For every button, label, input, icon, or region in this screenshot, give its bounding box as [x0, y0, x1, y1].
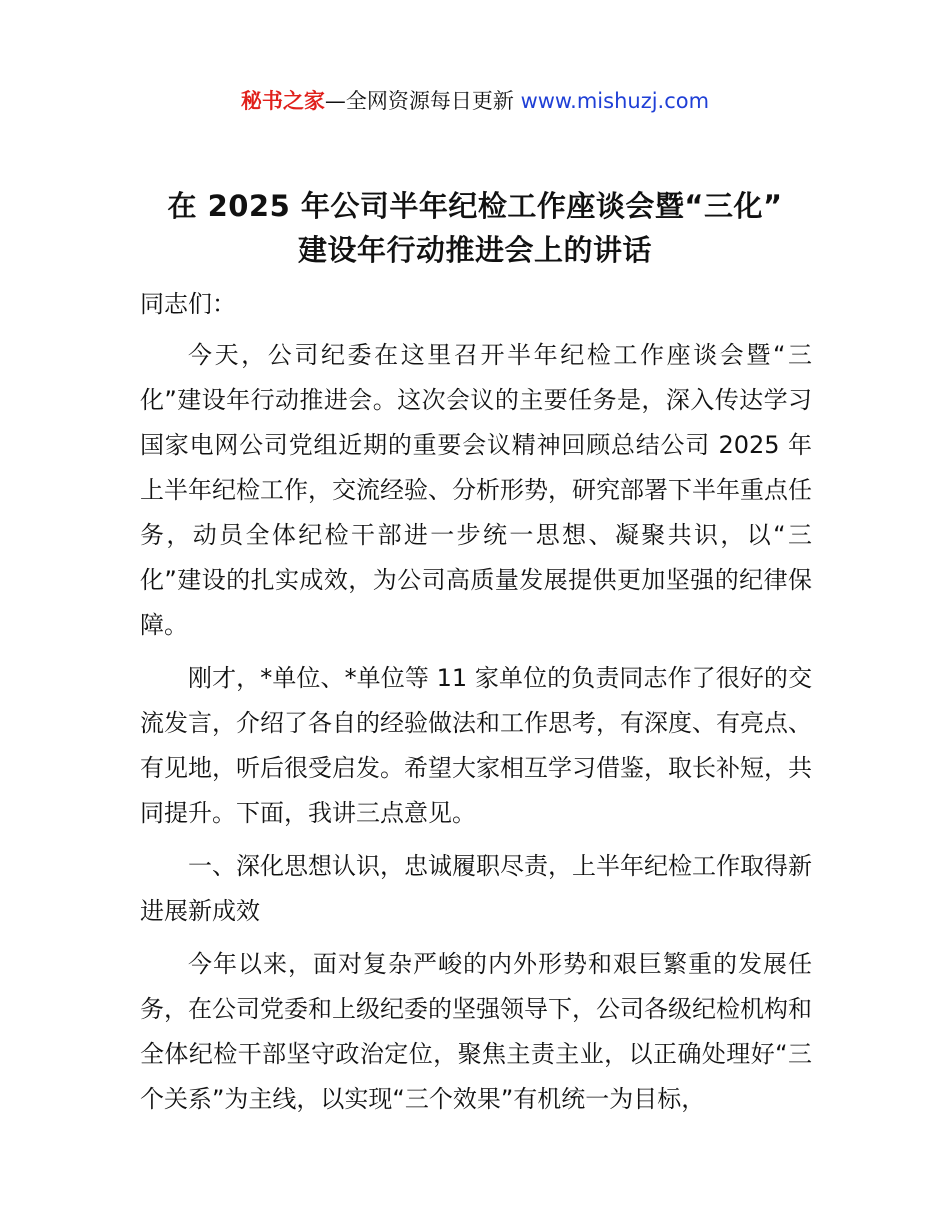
greeting: 同志们： [140, 290, 236, 318]
title-line-2: 建设年行动推进会上的讲话 [297, 233, 652, 267]
paragraph-review: 今年以来，面对复杂严峻的内外形势和艰巨繁重的发展任务，在公司党委和上级纪委的坚强领导下，公司各级纪检机构和全体纪检干部坚守政治定位，聚焦主责主业，以正确处理好“三个关系”为主线，以实现“三个效果”有机统一为目标， [140, 950, 812, 1113]
site-url-link[interactable]: www.mishuzj.com [520, 89, 710, 113]
header-tagline: —全网资源每日更新 [324, 89, 521, 113]
paragraph-feedback: 刚才，*单位、*单位等 11 家单位的负责同志作了很好的交流发言，介绍了各自的经验做法和工作思考，有深度、有亮点、有见地，听后很受启发。希望大家相互学习借鉴，取长补短，共同提升。下面，我讲三点意见。 [140, 664, 812, 827]
document-body [140, 282, 812, 1130]
section-heading-1: 一、深化思想认识，忠诚履职尽责，上半年纪检工作取得新进展新成效 [140, 852, 812, 925]
brand-name: 秘书之家 [240, 89, 325, 113]
document-title [80, 184, 870, 272]
title-line-1: 在 2025 年公司半年纪检工作座谈会暨“三化” [167, 189, 783, 223]
paragraph-opening: 今天，公司纪委在这里召开半年纪检工作座谈会暨“三化”建设年行动推进会。这次会议的主要任务是，深入传达学习国家电网公司党组近期的重要会议精神回顾总结公司 2025 年上半年纪检工作，交流经验、分析形势，研究部署下半年重点任务，动员全体纪检干部进一步统一思想、凝聚共识，以“三化”建设的扎实成效，为公司高质量发展提供更加坚强的纪律保障。 [140, 341, 812, 639]
site-header [0, 86, 950, 116]
